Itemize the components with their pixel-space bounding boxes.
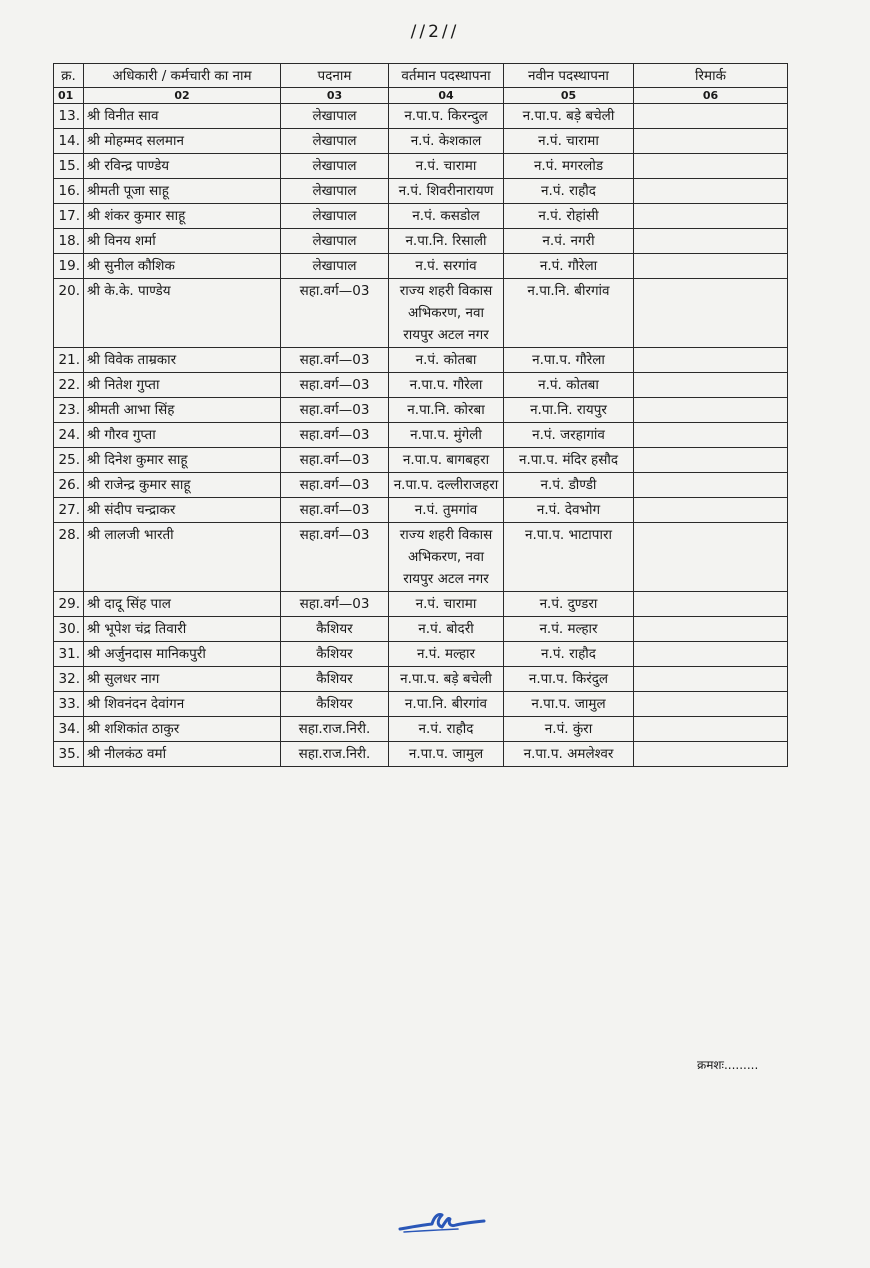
serial-cell: 17. xyxy=(54,204,84,229)
designation-cell: लेखापाल xyxy=(281,204,389,229)
serial-cell: 30. xyxy=(54,617,84,642)
table-row xyxy=(54,473,788,498)
serial-cell: 28. xyxy=(54,523,84,592)
name-cell: श्री विनीत साव xyxy=(84,104,281,129)
serial-cell: 14. xyxy=(54,129,84,154)
remark-cell xyxy=(634,617,788,642)
name-cell: श्री मोहम्मद सलमान xyxy=(84,129,281,154)
name-cell: श्रीमती आभा सिंह xyxy=(84,398,281,423)
new-posting-cell: न.पं. राहौद xyxy=(504,179,634,204)
table-row xyxy=(54,398,788,423)
table-row xyxy=(54,498,788,523)
header-current-posting: वर्तमान पदस्थापना xyxy=(389,64,504,88)
serial-cell: 25. xyxy=(54,448,84,473)
name-cell: श्री विवेक ताम्रकार xyxy=(84,348,281,373)
new-posting-cell: न.पा.प. अमलेश्वर xyxy=(504,742,634,767)
current-posting-cell: न.पा.प. गौरेला xyxy=(389,373,504,398)
remark-cell xyxy=(634,154,788,179)
name-cell: श्री दिनेश कुमार साहू xyxy=(84,448,281,473)
column-number: 03 xyxy=(281,88,389,104)
current-posting-cell: राज्य शहरी विकास अभिकरण, नवा रायपुर अटल नगर xyxy=(389,523,504,592)
serial-cell: 15. xyxy=(54,154,84,179)
serial-cell: 24. xyxy=(54,423,84,448)
column-number: 06 xyxy=(634,88,788,104)
remark-cell xyxy=(634,204,788,229)
designation-cell: सहा.वर्ग—03 xyxy=(281,373,389,398)
designation-cell: लेखापाल xyxy=(281,154,389,179)
new-posting-cell: न.पं. चारामा xyxy=(504,129,634,154)
column-number: 01 xyxy=(54,88,84,104)
current-posting-cell: न.पं. तुमगांव xyxy=(389,498,504,523)
current-posting-cell: न.पं. राहौद xyxy=(389,717,504,742)
current-posting-cell: न.पं. चारामा xyxy=(389,592,504,617)
new-posting-cell: न.पा.प. किरंदुल xyxy=(504,667,634,692)
current-posting-cell: न.पं. सरगांव xyxy=(389,254,504,279)
serial-cell: 23. xyxy=(54,398,84,423)
serial-cell: 33. xyxy=(54,692,84,717)
table-row xyxy=(54,742,788,767)
remark-cell xyxy=(634,254,788,279)
serial-cell: 32. xyxy=(54,667,84,692)
serial-cell: 35. xyxy=(54,742,84,767)
new-posting-cell: न.पा.नि. बीरगांव xyxy=(504,279,634,348)
table-row xyxy=(54,448,788,473)
new-posting-cell: न.पं. जरहागांव xyxy=(504,423,634,448)
serial-cell: 26. xyxy=(54,473,84,498)
table-row xyxy=(54,179,788,204)
current-posting-cell: न.पा.प. जामुल xyxy=(389,742,504,767)
serial-cell: 13. xyxy=(54,104,84,129)
name-cell: श्री विनय शर्मा xyxy=(84,229,281,254)
name-cell: श्री राजेन्द्र कुमार साहू xyxy=(84,473,281,498)
current-posting-cell: न.पं. केशकाल xyxy=(389,129,504,154)
table-row xyxy=(54,592,788,617)
remark-cell xyxy=(634,742,788,767)
designation-cell: सहा.वर्ग—03 xyxy=(281,592,389,617)
new-posting-cell: न.पं. देवभोग xyxy=(504,498,634,523)
designation-cell: लेखापाल xyxy=(281,179,389,204)
designation-cell: कैशियर xyxy=(281,692,389,717)
remark-cell xyxy=(634,104,788,129)
designation-cell: सहा.राज.निरी. xyxy=(281,742,389,767)
new-posting-cell: न.पं. कोतबा xyxy=(504,373,634,398)
header-name: अधिकारी / कर्मचारी का नाम xyxy=(84,64,281,88)
current-posting-cell: न.पा.प. मुंगेली xyxy=(389,423,504,448)
remark-cell xyxy=(634,423,788,448)
table-row xyxy=(54,154,788,179)
table-row xyxy=(54,279,788,348)
serial-cell: 22. xyxy=(54,373,84,398)
name-cell: श्री नितेश गुप्ता xyxy=(84,373,281,398)
new-posting-cell: न.पं. डौण्डी xyxy=(504,473,634,498)
new-posting-cell: न.पा.प. बड़े बचेली xyxy=(504,104,634,129)
serial-cell: 31. xyxy=(54,642,84,667)
table-row xyxy=(54,104,788,129)
serial-cell: 18. xyxy=(54,229,84,254)
current-posting-cell: न.पा.प. बड़े बचेली xyxy=(389,667,504,692)
name-cell: श्री शिवनंदन देवांगन xyxy=(84,692,281,717)
new-posting-cell: न.पा.प. गौरेला xyxy=(504,348,634,373)
new-posting-cell: न.पं. दुण्डरा xyxy=(504,592,634,617)
remark-cell xyxy=(634,523,788,592)
remark-cell xyxy=(634,398,788,423)
new-posting-cell: न.पा.प. जामुल xyxy=(504,692,634,717)
table-header-row xyxy=(54,64,788,88)
remark-cell xyxy=(634,642,788,667)
name-cell: श्री अर्जुनदास मानिकपुरी xyxy=(84,642,281,667)
new-posting-cell: न.पा.प. भाटापारा xyxy=(504,523,634,592)
designation-cell: सहा.वर्ग—03 xyxy=(281,423,389,448)
designation-cell: सहा.वर्ग—03 xyxy=(281,279,389,348)
serial-cell: 27. xyxy=(54,498,84,523)
current-posting-cell: न.पा.नि. बीरगांव xyxy=(389,692,504,717)
designation-cell: लेखापाल xyxy=(281,254,389,279)
name-cell: श्री के.के. पाण्डेय xyxy=(84,279,281,348)
table-row xyxy=(54,423,788,448)
current-posting-cell: न.पा.प. बागबहरा xyxy=(389,448,504,473)
name-cell: श्री संदीप चन्द्राकर xyxy=(84,498,281,523)
remark-cell xyxy=(634,592,788,617)
designation-cell: सहा.राज.निरी. xyxy=(281,717,389,742)
new-posting-cell: न.पा.नि. रायपुर xyxy=(504,398,634,423)
remark-cell xyxy=(634,179,788,204)
designation-cell: सहा.वर्ग—03 xyxy=(281,448,389,473)
header-new-posting: नवीन पदस्थापना xyxy=(504,64,634,88)
column-number: 04 xyxy=(389,88,504,104)
serial-cell: 34. xyxy=(54,717,84,742)
table-row xyxy=(54,523,788,592)
serial-cell: 29. xyxy=(54,592,84,617)
designation-cell: सहा.वर्ग—03 xyxy=(281,348,389,373)
serial-cell: 21. xyxy=(54,348,84,373)
column-number-row xyxy=(54,88,788,104)
remark-cell xyxy=(634,348,788,373)
table-row xyxy=(54,204,788,229)
new-posting-cell: न.पं. मगरलोड xyxy=(504,154,634,179)
table-body xyxy=(54,104,788,767)
designation-cell: लेखापाल xyxy=(281,104,389,129)
new-posting-cell: न.पं. गौरेला xyxy=(504,254,634,279)
current-posting-cell: न.पा.प. किरन्दुल xyxy=(389,104,504,129)
table-row xyxy=(54,254,788,279)
designation-cell: लेखापाल xyxy=(281,229,389,254)
table-row xyxy=(54,692,788,717)
serial-cell: 20. xyxy=(54,279,84,348)
table-row xyxy=(54,348,788,373)
table-row xyxy=(54,617,788,642)
name-cell: श्री भूपेश चंद्र तिवारी xyxy=(84,617,281,642)
new-posting-cell: न.पं. रोहांसी xyxy=(504,204,634,229)
serial-cell: 16. xyxy=(54,179,84,204)
remark-cell xyxy=(634,279,788,348)
table-row xyxy=(54,667,788,692)
new-posting-cell: न.पं. कुंरा xyxy=(504,717,634,742)
name-cell: श्री लालजी भारती xyxy=(84,523,281,592)
new-posting-cell: न.पा.प. मंदिर हसौद xyxy=(504,448,634,473)
current-posting-cell: न.पं. कसडोल xyxy=(389,204,504,229)
designation-cell: सहा.वर्ग—03 xyxy=(281,398,389,423)
remark-cell xyxy=(634,448,788,473)
name-cell: श्री सुलधर नाग xyxy=(84,667,281,692)
table-row xyxy=(54,717,788,742)
name-cell: श्री दादू सिंह पाल xyxy=(84,592,281,617)
designation-cell: कैशियर xyxy=(281,642,389,667)
header-remark: रिमार्क xyxy=(634,64,788,88)
name-cell: श्री शंकर कुमार साहू xyxy=(84,204,281,229)
designation-cell: सहा.वर्ग—03 xyxy=(281,498,389,523)
continued-note: क्रमशः......... xyxy=(697,1058,759,1072)
remark-cell xyxy=(634,692,788,717)
remark-cell xyxy=(634,498,788,523)
page-number: //2// xyxy=(410,22,460,42)
remark-cell xyxy=(634,229,788,254)
current-posting-cell: न.पा.नि. कोरबा xyxy=(389,398,504,423)
table-row xyxy=(54,229,788,254)
name-cell: श्री नीलकंठ वर्मा xyxy=(84,742,281,767)
current-posting-cell: न.पं. बोदरी xyxy=(389,617,504,642)
name-cell: श्रीमती पूजा साहू xyxy=(84,179,281,204)
name-cell: श्री रविन्द्र पाण्डेय xyxy=(84,154,281,179)
signature-icon xyxy=(398,1205,488,1239)
new-posting-cell: न.पं. नगरी xyxy=(504,229,634,254)
current-posting-cell: न.पं. कोतबा xyxy=(389,348,504,373)
table-row xyxy=(54,129,788,154)
name-cell: श्री सुनील कौशिक xyxy=(84,254,281,279)
new-posting-cell: न.पं. राहौद xyxy=(504,642,634,667)
column-number: 02 xyxy=(84,88,281,104)
header-designation: पदनाम xyxy=(281,64,389,88)
column-number: 05 xyxy=(504,88,634,104)
remark-cell xyxy=(634,667,788,692)
designation-cell: कैशियर xyxy=(281,667,389,692)
designation-cell: सहा.वर्ग—03 xyxy=(281,523,389,592)
current-posting-cell: न.पं. चारामा xyxy=(389,154,504,179)
name-cell: श्री शशिकांत ठाकुर xyxy=(84,717,281,742)
remark-cell xyxy=(634,473,788,498)
header-serial: क्र. xyxy=(54,64,84,88)
designation-cell: लेखापाल xyxy=(281,129,389,154)
remark-cell xyxy=(634,129,788,154)
table-row xyxy=(54,373,788,398)
current-posting-cell: न.पा.नि. रिसाली xyxy=(389,229,504,254)
new-posting-cell: न.पं. मल्हार xyxy=(504,617,634,642)
name-cell: श्री गौरव गुप्ता xyxy=(84,423,281,448)
transfer-table xyxy=(53,63,788,767)
current-posting-cell: राज्य शहरी विकास अभिकरण, नवा रायपुर अटल नगर xyxy=(389,279,504,348)
remark-cell xyxy=(634,717,788,742)
designation-cell: सहा.वर्ग—03 xyxy=(281,473,389,498)
serial-cell: 19. xyxy=(54,254,84,279)
table-row xyxy=(54,642,788,667)
remark-cell xyxy=(634,373,788,398)
designation-cell: कैशियर xyxy=(281,617,389,642)
current-posting-cell: न.पा.प. दल्लीराजहरा xyxy=(389,473,504,498)
current-posting-cell: न.पं. मल्हार xyxy=(389,642,504,667)
current-posting-cell: न.पं. शिवरीनारायण xyxy=(389,179,504,204)
